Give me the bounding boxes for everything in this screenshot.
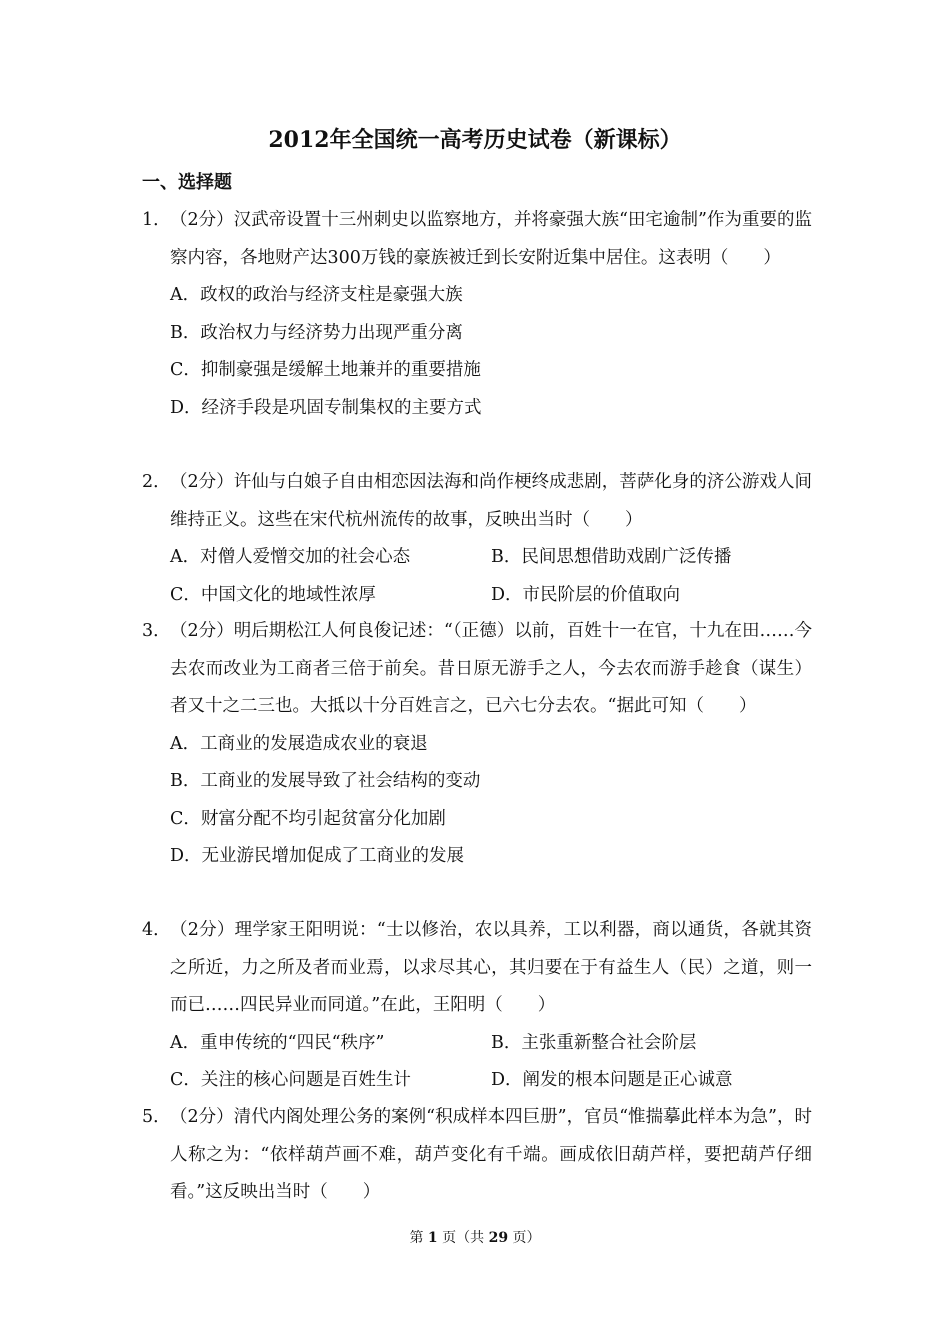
option-b: B．政治权力与经济势力出现严重分离 <box>170 322 463 343</box>
options-list <box>170 277 812 427</box>
question-2 <box>142 464 812 614</box>
options-row <box>170 1025 812 1063</box>
option-b: B．工商业的发展导致了社会结构的变动 <box>170 771 481 791</box>
question-text: （2分）明后期松江人何良俊记述：“（正德）以前，百姓十一在官，十九在田……今去农而改业为工商者三倍于前矣。昔日原无游手之人，今去农而游手趁食（谋生）者又十之二三也。大抵以十分百姓言之，已六七分去农。“据此可知（ ） <box>170 621 812 716</box>
option-d: D．市民阶层的价值取向 <box>491 584 681 605</box>
footer-suffix: 页） <box>512 1230 541 1246</box>
question-text: （2分）理学家王阳明说：“士以修治，农以具养，工以利器，商以通货，各就其资之所近，力之所及者而业焉，以求尽其心，其归要在于有益生人（民）之道，则一而已……四民异业而同道。”在此，王阳明（ ） <box>170 920 812 1015</box>
question-3 <box>142 613 812 876</box>
question-number: 5． <box>142 1107 171 1127</box>
option-b: B．主张重新整合社会阶层 <box>491 1032 697 1053</box>
option-d: D．无业游民增加促成了工商业的发展 <box>170 846 465 866</box>
option-a: A．重申传统的“四民“秩序” <box>170 1032 385 1053</box>
question-number: 1． <box>142 210 171 230</box>
section-heading: 一、选择题 <box>142 172 232 193</box>
option-b: B．民间思想借助戏剧广泛传播 <box>491 547 732 567</box>
page-number: 1 <box>427 1230 438 1246</box>
option-c: C．抑制豪强是缓解土地兼并的重要措施 <box>170 360 481 380</box>
options-list <box>170 539 812 614</box>
page-title: 2012年全国统一高考历史试卷（新课标） <box>268 127 682 153</box>
options-row <box>170 1062 812 1100</box>
options-list <box>170 726 812 876</box>
options-row <box>170 539 812 577</box>
question-number: 2． <box>142 472 171 492</box>
option-c: C．中国文化的地域性浓厚 <box>170 584 376 605</box>
option-d: D．经济手段是巩固专制集权的主要方式 <box>170 397 482 418</box>
option-d: D．阐发的根本问题是正心诚意 <box>491 1070 733 1090</box>
options-row <box>170 577 812 615</box>
option-c: C．关注的核心问题是百姓生计 <box>170 1070 411 1090</box>
option-a: A．政权的政治与经济支柱是豪强大族 <box>170 285 463 305</box>
footer-middle: 页（共 <box>442 1230 485 1246</box>
option-a: A．工商业的发展造成农业的衰退 <box>170 733 428 754</box>
option-a: A．对僧人爱憎交加的社会心态 <box>170 547 411 567</box>
total-pages: 29 <box>488 1230 509 1246</box>
footer-prefix: 第 <box>409 1230 424 1246</box>
question-number: 4． <box>142 920 171 940</box>
page-footer <box>0 1228 950 1248</box>
question-number: 3． <box>142 621 171 641</box>
question-4 <box>142 912 812 1100</box>
options-list <box>170 1025 812 1100</box>
option-c: C．财富分配不均引起贫富分化加剧 <box>170 808 446 829</box>
question-text: （2分）汉武帝设置十三州刺史以监察地方，并将豪强大族“田宅逾制”作为重要的监察内容，各地财产达300万钱的豪族被迁到长安附近集中居住。这表明（ ） <box>170 210 812 268</box>
question-1 <box>142 202 812 427</box>
question-text: （2分）清代内阁处理公务的案例“积成样本四巨册”，官员“惟揣摹此样本为急”，时人称之为：“依样葫芦画不难，葫芦变化有千端。画成依旧葫芦样，要把葫芦仔细看。”这反映出当时（ ） <box>170 1107 812 1202</box>
question-5 <box>142 1099 812 1212</box>
question-text: （2分）许仙与白娘子自由相恋因法海和尚作梗终成悲剧，菩萨化身的济公游戏人间维持正义。这些在宋代杭州流传的故事，反映出当时（ ） <box>170 472 812 530</box>
